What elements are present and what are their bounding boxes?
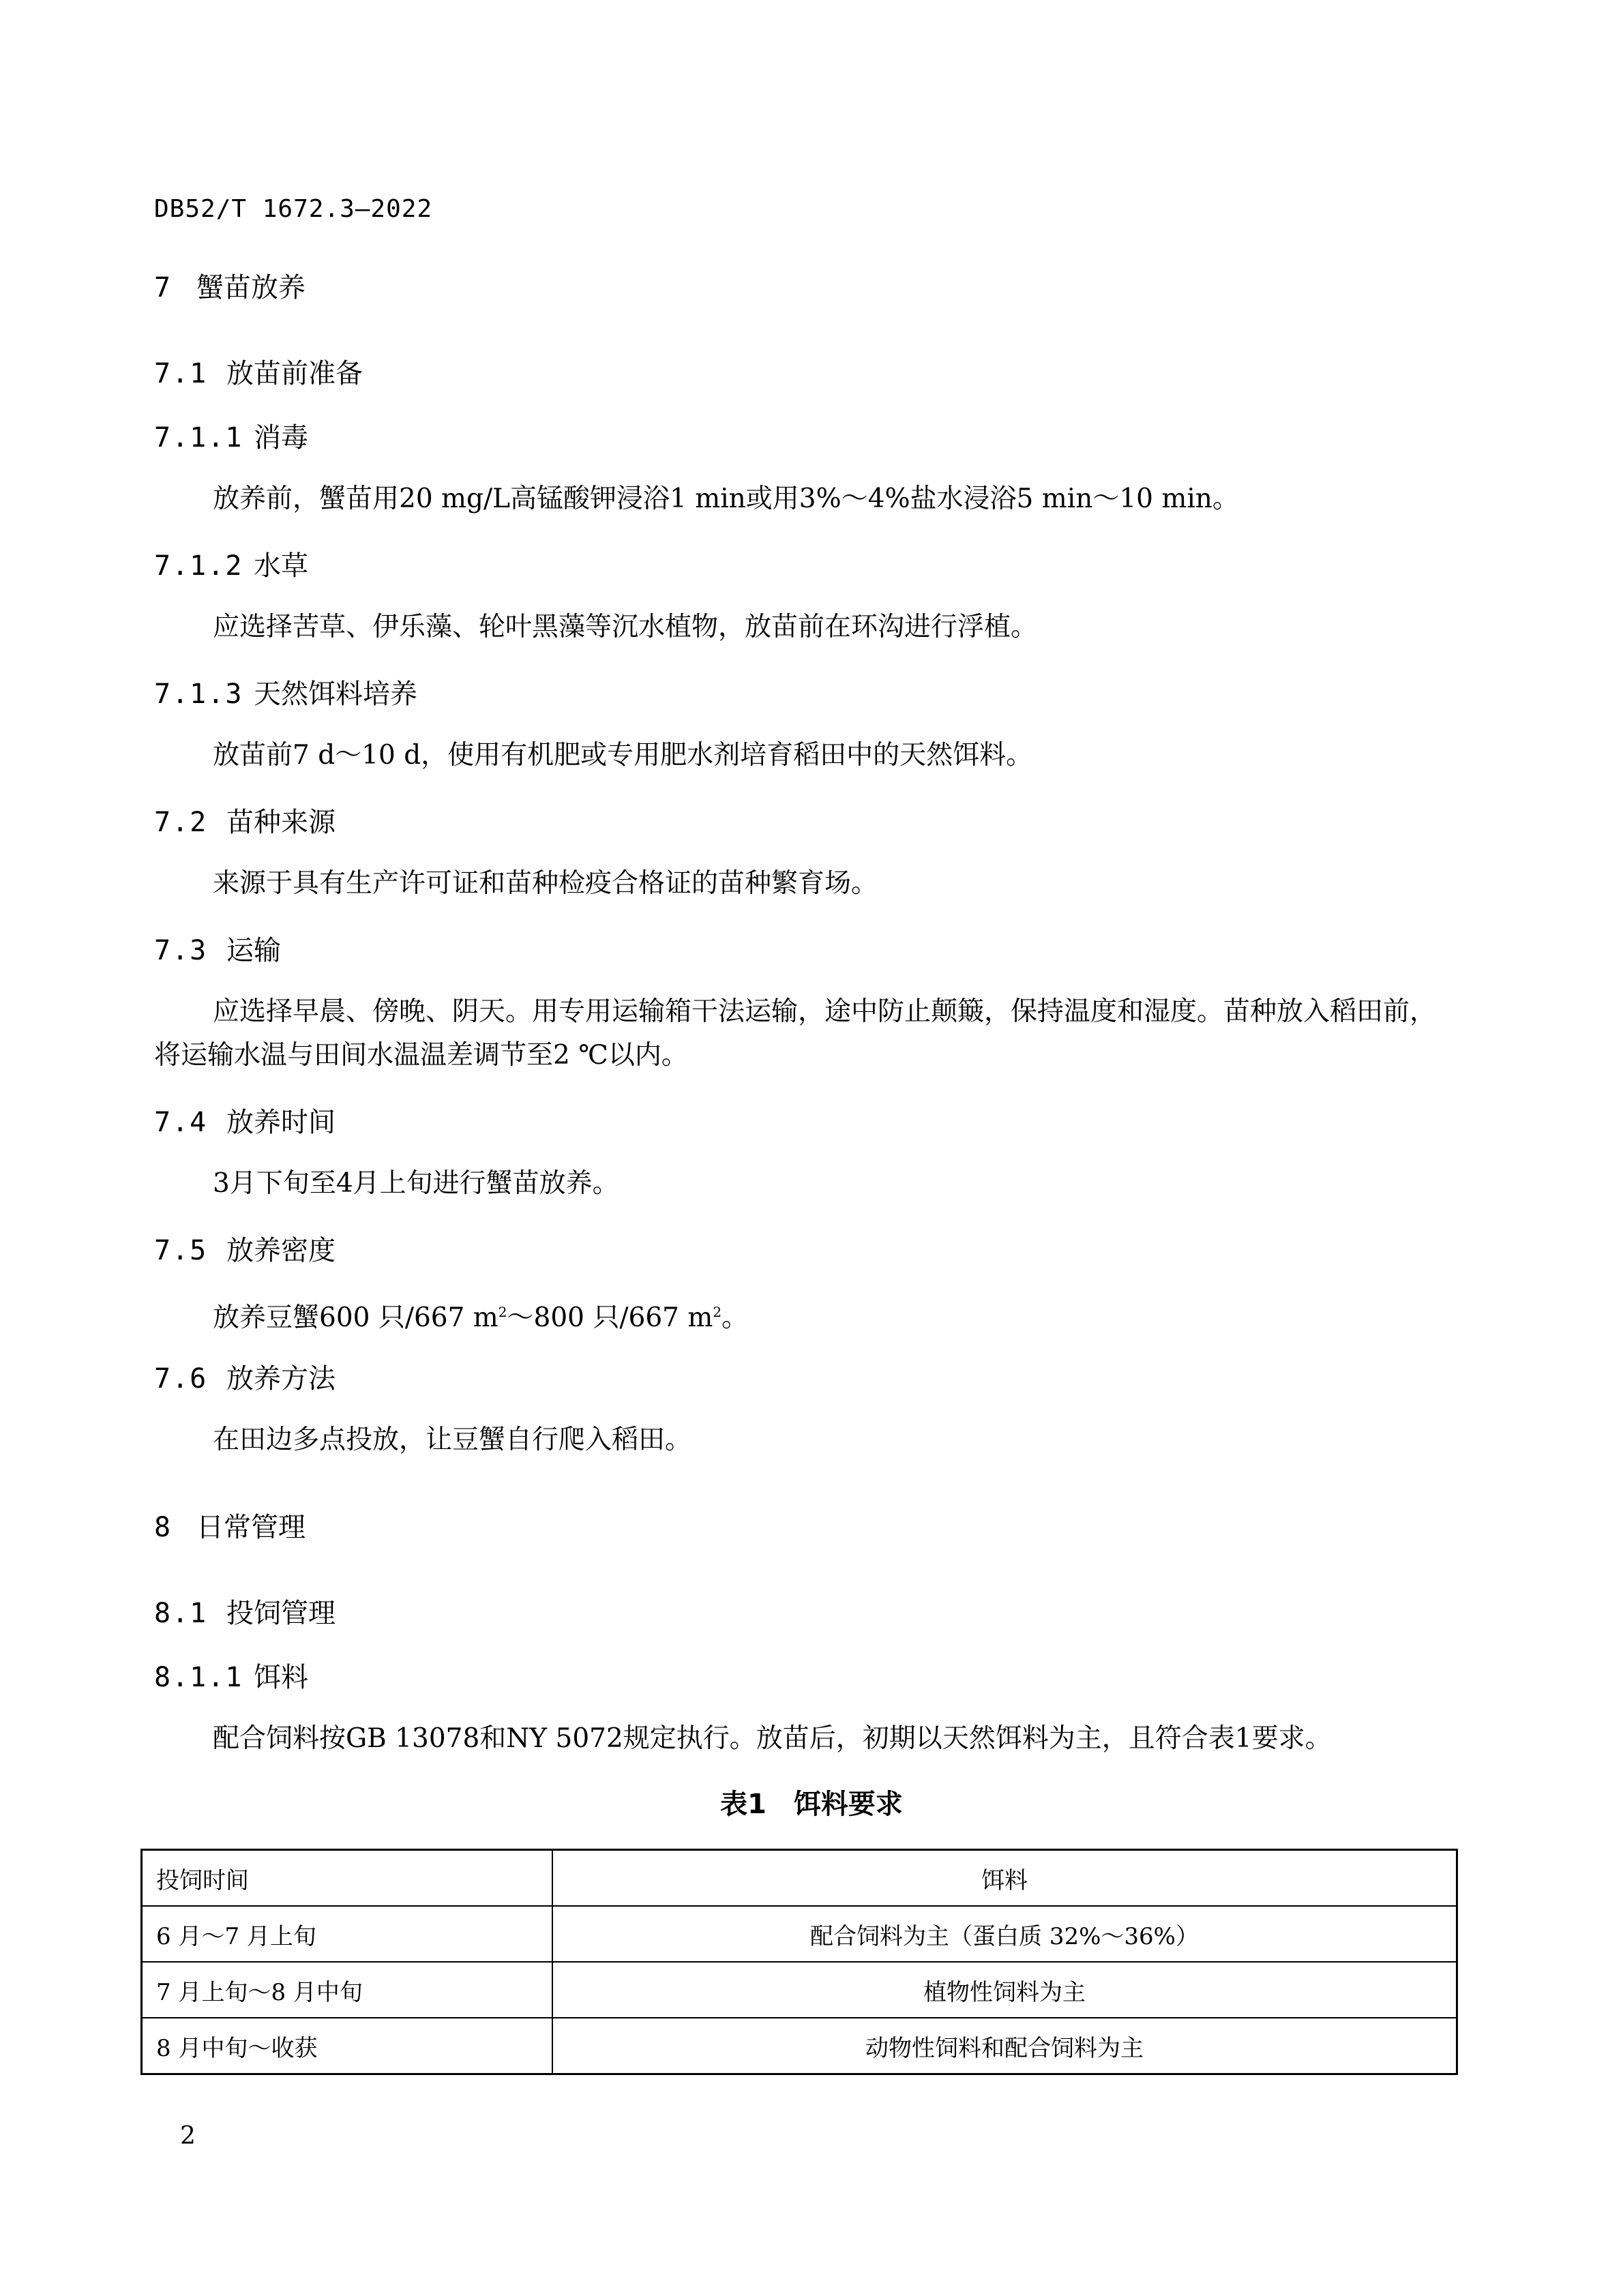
section-number: 7.6 (154, 1363, 208, 1395)
table-header-row (142, 1850, 1457, 1907)
superscript: 2 (498, 1304, 507, 1320)
section-7-1-3-text: 放苗前7 d～10 d，使用有机肥或专用肥水剂培育稻田中的天然饵料。 (213, 740, 1033, 771)
section-title: 投饲管理 (226, 1598, 336, 1629)
section-7-6-text: 在田边多点投放，让豆蟹自行爬入稻田。 (213, 1425, 692, 1455)
standard-code: DB52/T 1672.3—2022 (154, 195, 433, 223)
section-7-1-1-text: 放养前，蟹苗用20 mg/L高锰酸钾浸浴1 min或用3%～4%盐水浸浴5 min～10 min。 (213, 483, 1239, 514)
table-row (142, 1962, 1457, 2018)
section-7-1-3-heading (154, 672, 417, 711)
section-7-1-heading (154, 352, 363, 391)
table-cell: 植物性饲料为主 (552, 1962, 1457, 2018)
table-cell: 8 月中旬～收获 (142, 2018, 553, 2074)
section-8-1-1-text: 配合饲料按GB 13078和NY 5072规定执行。放苗后，初期以天然饵料为主，且符合表1要求。 (213, 1723, 1332, 1754)
section-7-1-1-heading (154, 416, 308, 455)
section-7-4-text: 3月下旬至4月上旬进行蟹苗放养。 (213, 1168, 619, 1199)
section-title: 放养密度 (226, 1235, 336, 1266)
section-title: 饵料 (254, 1662, 308, 1693)
table-row (142, 2018, 1457, 2074)
section-title: 放苗前准备 (226, 358, 363, 389)
section-title: 日常管理 (196, 1512, 306, 1543)
section-title: 运输 (226, 935, 281, 966)
section-number: 7.1 (154, 358, 208, 389)
table-cell: 动物性饲料和配合饲料为主 (552, 2018, 1457, 2074)
section-7-1-2-heading (154, 544, 308, 583)
table-cell: 7 月上旬～8 月中旬 (142, 1962, 553, 2018)
section-7-2-heading (154, 801, 336, 839)
table-cell: 配合饲料为主（蛋白质 32%～36%） (552, 1906, 1457, 1962)
section-title: 水草 (254, 550, 308, 582)
section-number: 7.5 (154, 1235, 208, 1266)
section-title: 消毒 (254, 422, 308, 453)
section-number: 7.1.2 (154, 550, 243, 582)
section-7-4-heading (154, 1101, 336, 1139)
section-number: 7.1.1 (154, 422, 243, 453)
section-number: 7 (154, 272, 173, 303)
section-number: 7.2 (154, 807, 208, 838)
section-number: 8.1 (154, 1598, 208, 1629)
section-7-5-heading (154, 1229, 336, 1268)
section-7-heading (154, 266, 306, 305)
section-number: 7.4 (154, 1107, 208, 1138)
table-header-cell: 投饲时间 (142, 1850, 553, 1907)
section-number: 8.1.1 (154, 1662, 243, 1693)
page-number: 2 (180, 2122, 196, 2150)
section-title: 天然饵料培养 (254, 679, 417, 710)
section-number: 7.1.3 (154, 679, 243, 710)
density-text-end: 。 (721, 1302, 749, 1333)
superscript: 2 (713, 1304, 722, 1320)
feed-requirements-table (140, 1849, 1458, 2075)
section-7-2-text: 来源于具有生产许可证和苗种检疫合格证的苗种繁育场。 (213, 868, 878, 899)
density-text-mid: ～800 只/667 m (507, 1302, 713, 1333)
section-number: 7.3 (154, 935, 208, 966)
section-8-1-1-heading (154, 1656, 308, 1695)
table-row (142, 1906, 1457, 1962)
section-7-5-text (213, 1290, 1444, 1340)
section-7-3-text: 应选择早晨、傍晚、阴天。用专用运输箱干法运输，途中防止颠簸，保持温度和湿度。苗种放入稻田前，将运输水温与田间水温温差调节至2 ℃以内。 (154, 996, 1437, 1071)
density-text-start: 放养豆蟹600 只/667 m (213, 1302, 498, 1333)
section-8-heading (154, 1506, 306, 1545)
section-number: 8 (154, 1512, 173, 1543)
section-title: 蟹苗放养 (196, 272, 306, 303)
table-header-cell: 饵料 (552, 1850, 1457, 1907)
table-caption: 表1 饵料要求 (720, 1789, 903, 1820)
section-7-1-2-text: 应选择苦草、伊乐藻、轮叶黑藻等沉水植物，放苗前在环沟进行浮植。 (213, 612, 1038, 642)
section-8-1-heading (154, 1592, 336, 1630)
section-title: 放养方法 (226, 1363, 336, 1395)
section-title: 放养时间 (226, 1107, 336, 1138)
section-title: 苗种来源 (226, 807, 336, 838)
table-cell: 6 月～7 月上旬 (142, 1906, 553, 1962)
section-7-6-heading (154, 1357, 336, 1396)
section-7-3-heading (154, 929, 281, 968)
